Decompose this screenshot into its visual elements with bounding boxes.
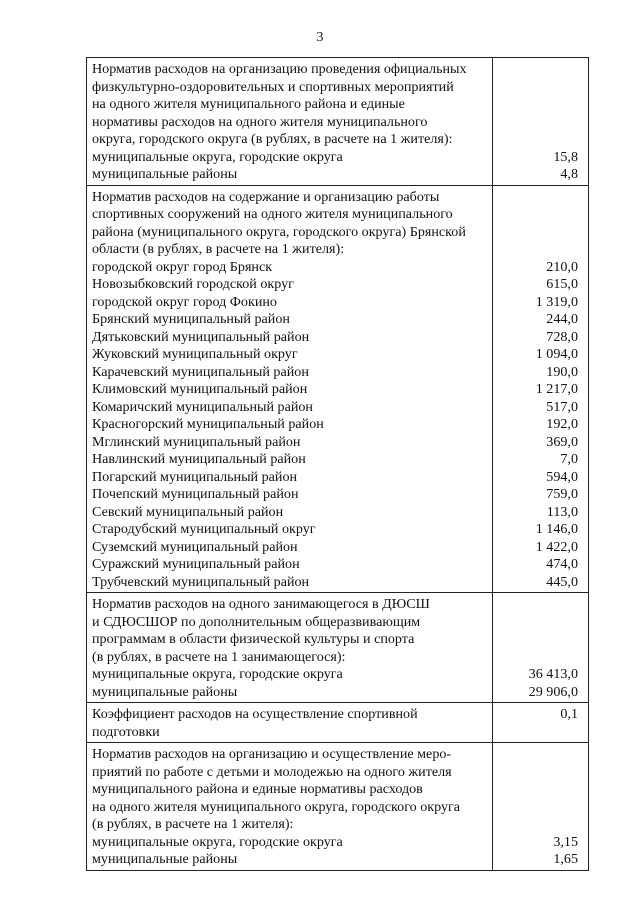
empty-value-line xyxy=(498,241,578,259)
item-label: муниципальные районы xyxy=(92,851,238,867)
item-value: 15,8 xyxy=(553,148,578,165)
empty-value-line xyxy=(498,631,578,649)
item-value: 4,8 xyxy=(560,166,578,182)
item-label: Жуковский муниципальный округ xyxy=(92,346,298,362)
item-label: Севский муниципальный район xyxy=(92,503,284,520)
empty-value-line xyxy=(498,114,578,132)
item-value: 3,15 xyxy=(553,833,578,850)
item-value: 445,0 xyxy=(546,573,578,590)
item-label: Мглинский муниципальный район xyxy=(92,433,301,450)
section-value-cell xyxy=(493,743,589,871)
section-header-line: программам в области физической культуры и спорта xyxy=(92,631,415,647)
item-value: 192,0 xyxy=(546,416,578,432)
empty-value-line xyxy=(498,206,578,224)
section-header-line: на одного жителя муниципального района и единые xyxy=(92,96,405,112)
item-value: 728,0 xyxy=(546,328,578,345)
norms-table xyxy=(86,57,589,871)
empty-value-line xyxy=(498,781,578,799)
empty-value-line xyxy=(498,649,578,667)
item-label: Дятьковский муниципальный район xyxy=(92,328,310,345)
item-value: 1 217,0 xyxy=(535,381,578,397)
section-row xyxy=(87,703,589,743)
section-text-cell xyxy=(87,185,493,593)
item-label: Стародубский муниципальный округ xyxy=(92,521,316,537)
item-label: Новозыбковский городской округ xyxy=(92,276,294,292)
item-label: городской округ город Брянск xyxy=(92,258,273,275)
section-header-line: приятий по работе с детьми и молодежью на одного жителя xyxy=(92,763,452,780)
item-label: муниципальные районы xyxy=(92,683,238,700)
section-header-line: Коэффициент расходов на осуществление спортивной xyxy=(92,706,418,722)
item-value: 1 319,0 xyxy=(535,293,578,310)
section-header-line: района (муниципального округа, городского округа) Брянской xyxy=(92,223,466,240)
empty-value-line xyxy=(498,224,578,242)
item-label: Суземский муниципальный район xyxy=(92,538,298,555)
item-label: муниципальные районы xyxy=(92,166,238,182)
item-value: 1 146,0 xyxy=(535,521,578,537)
item-label: муниципальные округа, городские округа xyxy=(92,666,343,682)
item-value: 1,65 xyxy=(553,851,578,867)
section-text-cell xyxy=(87,58,493,186)
empty-value-line xyxy=(498,746,578,764)
item-value: 113,0 xyxy=(546,503,578,520)
empty-value-line xyxy=(498,189,578,207)
section-text-cell xyxy=(87,593,493,703)
section-header-line: (в рублях, в расчете на 1 жителя): xyxy=(92,816,294,832)
section-text-cell xyxy=(87,703,493,743)
empty-value-line xyxy=(498,816,578,834)
empty-value-line xyxy=(498,96,578,114)
item-label: Красногорский муниципальный район xyxy=(92,416,324,432)
section-header-line: (в рублях, в расчете на 1 занимающегося): xyxy=(92,648,346,665)
section-header-line: Норматив расходов на содержание и организацию работы xyxy=(92,188,440,205)
section-header-line: области (в рублях, в расчете на 1 жителя): xyxy=(92,241,345,257)
section-value-cell xyxy=(493,703,589,743)
section-row xyxy=(87,743,589,871)
section-row xyxy=(87,593,589,703)
item-label: муниципальные округа, городские округа xyxy=(92,148,343,165)
item-value: 244,0 xyxy=(546,311,578,327)
empty-value-line xyxy=(498,61,578,79)
empty-value-line xyxy=(498,79,578,97)
empty-value-line xyxy=(498,724,578,742)
item-label: Брянский муниципальный район xyxy=(92,311,290,327)
item-label: Трубчевский муниципальный район xyxy=(92,573,310,590)
item-value: 517,0 xyxy=(546,398,578,415)
empty-value-line xyxy=(498,596,578,614)
section-header-line: округа, городского округа (в рублях, в расчете на 1 жителя): xyxy=(92,131,453,147)
item-value: 1 094,0 xyxy=(535,346,578,362)
empty-value-line xyxy=(498,764,578,782)
section-value-cell xyxy=(493,185,589,593)
item-label: муниципальные округа, городские округа xyxy=(92,833,343,850)
item-label: Погарский муниципальный район xyxy=(92,468,298,485)
section-header-line: спортивных сооружений на одного жителя муниципального xyxy=(92,206,453,222)
item-value: 1 422,0 xyxy=(535,538,578,555)
item-label: Карачевский муниципальный район xyxy=(92,363,309,380)
item-value: 759,0 xyxy=(546,486,578,502)
item-value: 36 413,0 xyxy=(528,666,578,682)
item-label: Почепский муниципальный район xyxy=(92,486,299,502)
empty-value-line xyxy=(498,614,578,632)
item-value: 474,0 xyxy=(546,556,578,572)
section-row xyxy=(87,58,589,186)
section-header-line: Норматив расходов на организацию и осуществление меро- xyxy=(92,746,452,762)
section-header-value: 0,1 xyxy=(560,706,578,722)
norms-table-body xyxy=(87,58,589,871)
item-label: Суражский муниципальный район xyxy=(92,556,300,572)
item-value: 594,0 xyxy=(546,468,578,485)
section-header-line: Норматив расходов на организацию проведения официальных xyxy=(92,61,467,77)
item-label: городской округ город Фокино xyxy=(92,293,277,310)
section-header-line: муниципального района и единые нормативы расходов xyxy=(92,781,423,797)
item-value: 29 906,0 xyxy=(528,683,578,700)
section-header-line: нормативы расходов на одного жителя муниципального xyxy=(92,113,428,130)
item-value: 190,0 xyxy=(546,363,578,380)
item-value: 369,0 xyxy=(546,433,578,450)
item-value: 7,0 xyxy=(560,451,578,467)
section-header-line: подготовки xyxy=(92,723,160,740)
item-value: 210,0 xyxy=(546,258,578,275)
section-header-line: физкультурно-оздоровительных и спортивных мероприятий xyxy=(92,78,454,95)
item-label: Климовский муниципальный район xyxy=(92,381,308,397)
item-value: 615,0 xyxy=(546,276,578,292)
section-header-line: Норматив расходов на одного занимающегося в ДЮСШ xyxy=(92,596,430,612)
section-value-cell xyxy=(493,593,589,703)
item-label: Комаричский муниципальный район xyxy=(92,398,313,415)
section-value-cell xyxy=(493,58,589,186)
section-header-line: на одного жителя муниципального округа, городского округа xyxy=(92,798,461,815)
item-label: Навлинский муниципальный район xyxy=(92,451,306,467)
section-header-line: и СДЮСШОР по дополнительным общеразвивающим xyxy=(92,613,421,630)
empty-value-line xyxy=(498,799,578,817)
page-number: 3 xyxy=(316,30,324,45)
section-text-cell xyxy=(87,743,493,871)
section-row xyxy=(87,185,589,593)
empty-value-line xyxy=(498,131,578,149)
